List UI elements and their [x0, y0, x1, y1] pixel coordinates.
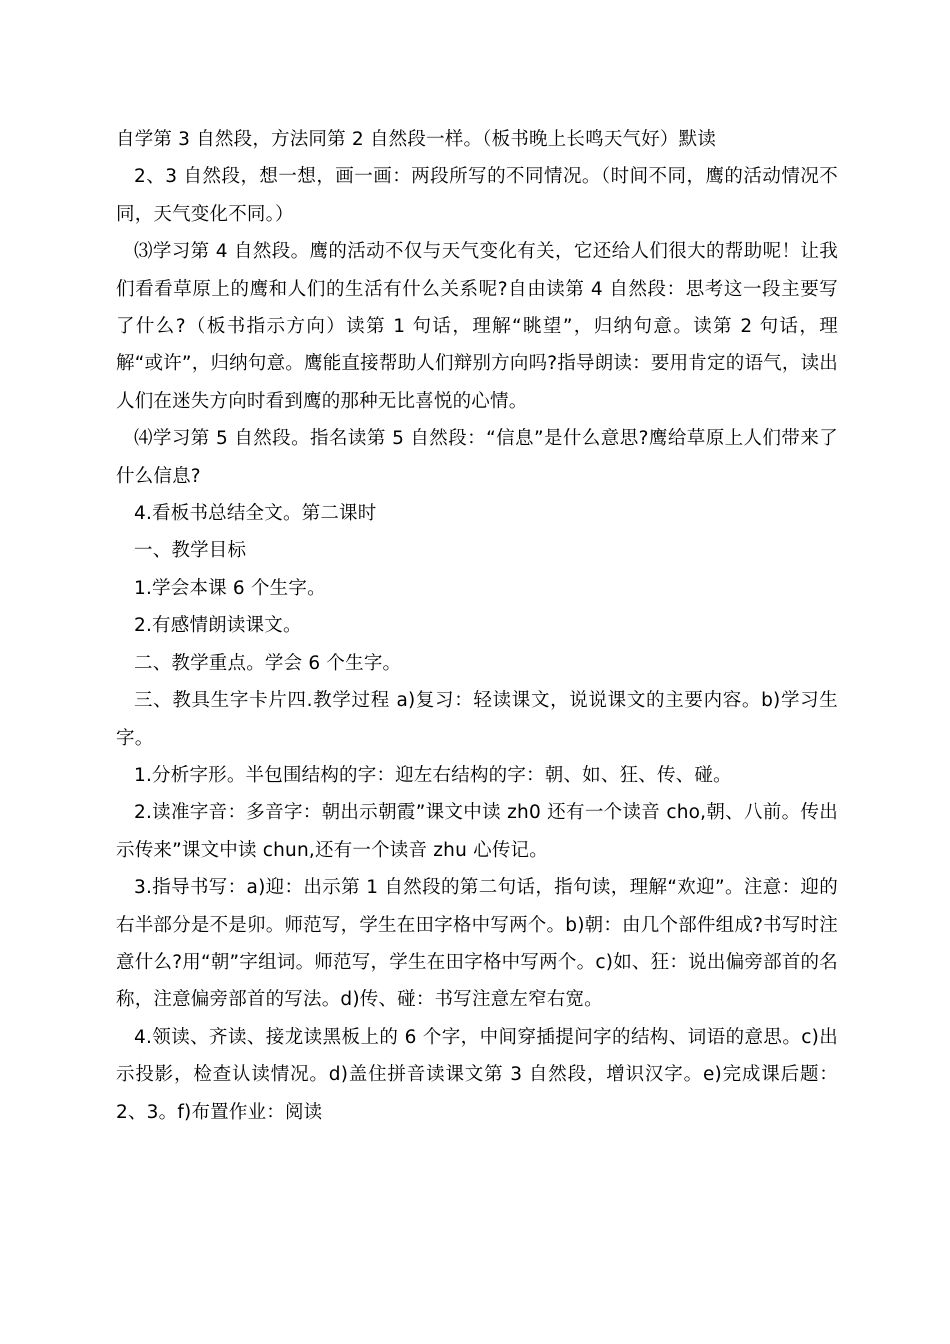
paragraph-6: 一、教学目标	[134, 540, 247, 562]
paragraph-4: ⑷学习第 5 自然段。指名读第 5 自然段：“信息”是什么意思?鹰给草原上人们带来了什么信息?	[116, 428, 838, 487]
paragraph-5: 4.看板书总结全文。第二课时	[134, 503, 377, 525]
paragraph-1: 自学第 3 自然段，方法同第 2 自然段一样。（板书晚上长鸣天气好）默读	[116, 129, 717, 150]
paragraph-10: 三、教具生字卡片四.教学过程 a)复习：轻读课文，说说课文的主要内容。b)学习生字。	[116, 690, 838, 749]
paragraph-12: 2.读准字音：多音字：朝出示朝霞”课文中读 zh0 还有一个读音 cho,朝、八前。传出示传来”课文中读 chun,还有一个读音 zhu 心传记。	[116, 802, 838, 861]
paragraph-13: 3.指导书写：a)迎：出示第 1 自然段的第二句话，指句读，理解“欢迎”。注意：迎的右半部分是不是卯。师范写，学生在田字格中写两个。b)朝：由几个部件组成?书写时注意什么?用“朝”字组词。师范写，学生在田字格中写两个。c)如、狂：说出偏旁部首的名称，注意偏旁部首的写法。d)传、碰：书写注意左窄右宽。	[116, 877, 838, 1011]
paragraph-11: 1.分析字形。半包围结构的字：迎左右结构的字：朝、如、狂、传、碰。	[134, 764, 732, 786]
paragraph-8: 2.有感情朗读课文。	[134, 615, 302, 637]
paragraph-7: 1.学会本课 6 个生字。	[134, 577, 326, 599]
paragraph-14: 4.领读、齐读、接龙读黑板上的 6 个字，中间穿插提问字的结构、词语的意思。c)出示投影，检查认读情况。d)盖住拼音读课文第 3 自然段，增识汉字。e)完成课后题：2、3。f)布置作业：阅读	[116, 1026, 838, 1123]
paragraph-3: ⑶学习第 4 自然段。鹰的活动不仅与天气变化有关，它还给人们很大的帮助呢！让我们看看草原上的鹰和人们的生活有什么关系呢?自由读第 4 自然段：思考这一段主要写了什么?（板书指示方向）读第 1 句话，理解“眺望”，归纳句意。读第 2 句话，理解“或许”，归纳句意。鹰能直接帮助人们辩别方向吗?指导朗读：要用肯定的语气，读出人们在迷失方向时看到鹰的那种无比喜悦的心情。	[116, 241, 838, 412]
paragraph-2: 2、3 自然段，想一想，画一画：两段所写的不同情况。（时间不同，鹰的活动情况不同，天气变化不同。）	[116, 166, 838, 225]
paragraph-9: 二、教学重点。学会 6 个生字。	[134, 652, 402, 674]
document-body	[116, 121, 838, 1131]
